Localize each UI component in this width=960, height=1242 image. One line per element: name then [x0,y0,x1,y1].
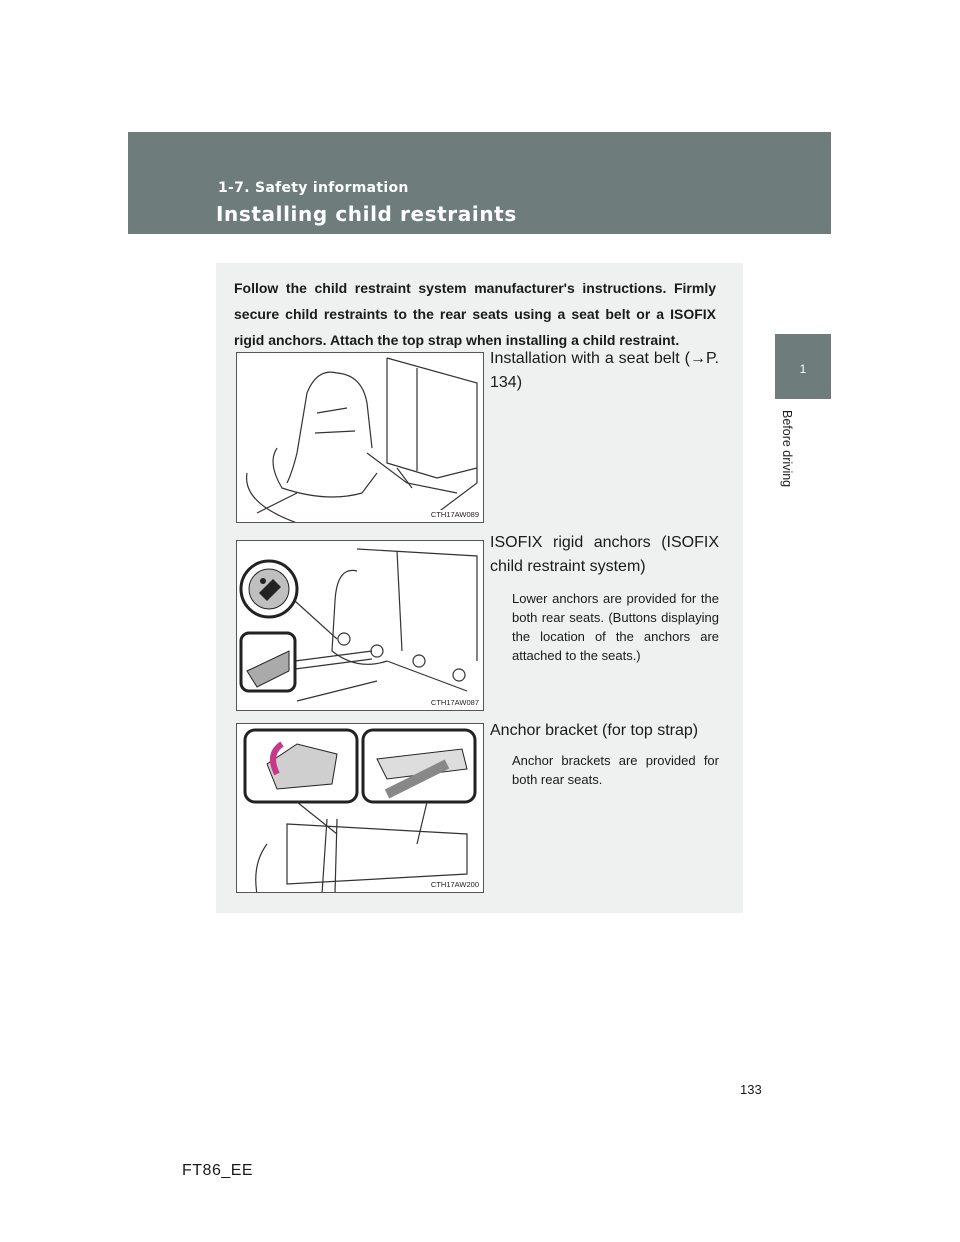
item-body-isofix: Lower anchors are provided for the both rear seats. (Buttons displaying the location of the anchors are attached to the seats.) [512,591,719,663]
item-title-seat-belt: Installation with a seat belt (→P. 134) [490,350,719,391]
chapter-label-wrap [780,410,800,500]
page-title: Installing child restraints [216,202,517,226]
isofix-drawing [237,541,484,711]
anchor-bracket-drawing [237,724,484,893]
isofix-illustration [236,540,484,711]
seat-belt-illustration [236,352,484,523]
item-title-anchor: Anchor bracket (for top strap) [490,722,699,739]
item-title-isofix: ISOFIX rigid anchors (ISOFIX child restraint system) [490,534,719,575]
content-panel [216,263,743,913]
seat-belt-drawing [237,353,484,523]
item-body-anchor: Anchor brackets are provided for both rear seats. [512,753,719,787]
anchor-bracket-illustration [236,723,484,893]
document-code: FT86_EE [182,1162,254,1179]
chapter-number: 1 [799,362,807,376]
figure-code: CTH17AW200 [430,880,479,889]
page-number: 133 [740,1082,762,1097]
figure-code: CTH17AW089 [430,510,479,519]
chapter-label: Before driving [780,410,794,488]
intro-text: Follow the child restraint system manufacturer's instructions. Firmly secure child restraints to the rear seats using a seat belt or a ISOFIX rigid anchors. Attach the top strap when installing a child restraint. [234,280,716,348]
section-label: 1-7. Safety information [218,180,409,196]
chapter-tab [775,334,831,399]
section-header [128,132,831,234]
figure-code: CTH17AW087 [430,698,479,707]
